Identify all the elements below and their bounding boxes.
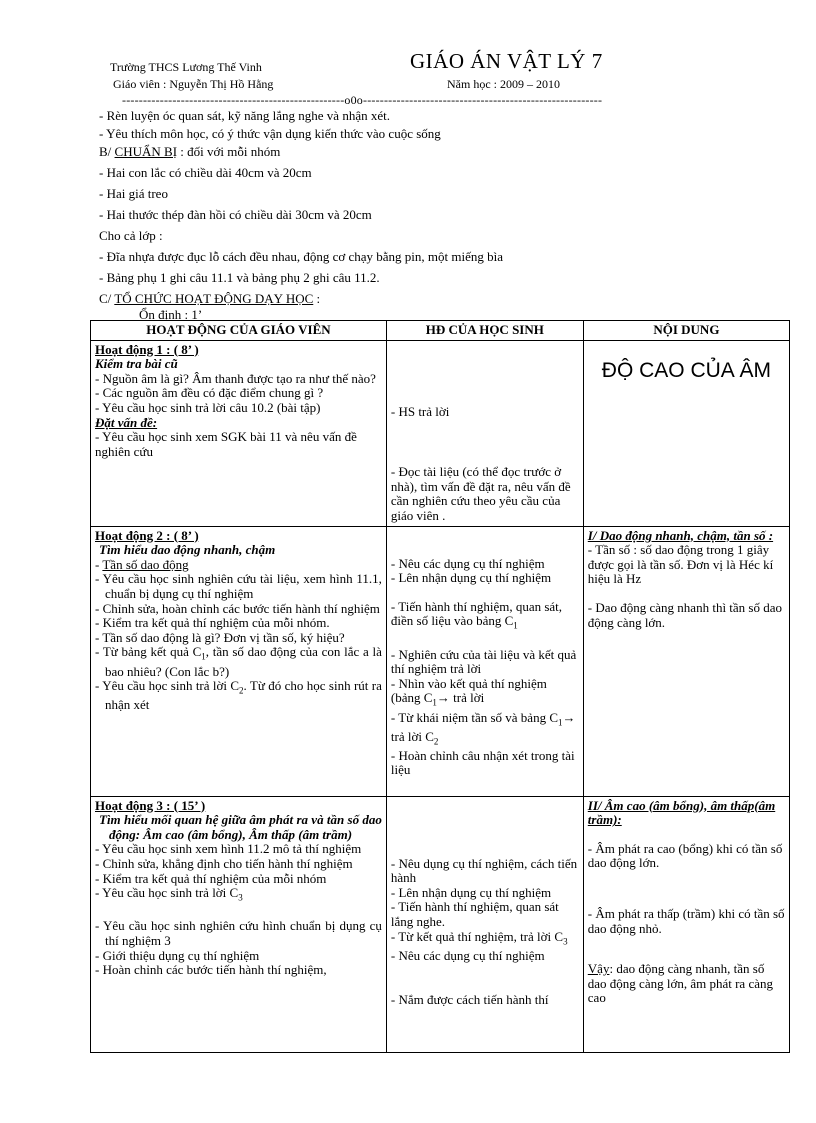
- act3-gv-item: - Kiểm tra kết quả thí nghiệm của mỗi nhóm: [95, 870, 327, 886]
- header-student: HĐ CỦA HỌC SINH: [386, 321, 583, 341]
- prep-heading-text: CHUẨN BỊ: [114, 144, 178, 159]
- act3-gv-item: - Giới thiệu dụng cụ thí nghiệm: [95, 947, 260, 963]
- conclusion-text: : dao động càng nhanh, tần số dao động càng lớn, âm phát ra càng cao: [587, 961, 773, 1006]
- act2-hs-item: - Nhìn vào kết quả thí nghiệm (bảng $C_1\to$ trả lời: [390, 675, 547, 708]
- act3-nd-item: - Âm phát ra cao (bổng) khi có tần số dao động lớn.: [587, 840, 783, 871]
- org-prefix: C/: [99, 291, 115, 306]
- header-teacher: HOẠT ĐỘNG CỦA GIÁO VIÊN: [91, 321, 387, 341]
- act3-teacher: [91, 796, 387, 1052]
- skill-line-1: - Rèn luyện óc quan sát, kỹ năng lắng nghe và nhận xét.: [99, 108, 390, 123]
- act3-hs-item: - Nêu các dụng cụ thí nghiệm: [390, 947, 545, 963]
- act1-student: [386, 340, 583, 526]
- act1-title: Hoạt động 1 : ( 8’ ): [95, 341, 199, 357]
- act2-hs-item: - Từ khái niệm tần số và bảng $C_1\to$ trả lời $C_2$: [390, 709, 576, 747]
- act2-nd-title: I/ Dao động nhanh, chậm, tần số :: [587, 527, 774, 543]
- group-item: - Hai giá treo: [99, 186, 168, 201]
- act3-gv-item: - Chỉnh sửa, khẳng định cho tiến hành thí nghiệm: [95, 855, 353, 871]
- act2-hs-item: - Lên nhận dụng cụ thí nghiệm: [390, 570, 552, 586]
- group-item: - Hai con lắc có chiều dài 40cm và 20cm: [99, 165, 312, 180]
- skill-line-2: - Yêu thích môn học, có ý thức vận dụng kiến thức vào cuộc sống: [99, 126, 441, 141]
- act2-gv-item: - Yêu cầu học sinh nghiên cứu tài liệu, xem hình 11.1, chuẩn bị dụng cụ thí nghiệm: [95, 571, 382, 601]
- table-header-row: [91, 321, 790, 341]
- group-item: - Hai thước thép đàn hồi có chiều dài 30cm và 20cm: [99, 207, 372, 222]
- act3-hs-item: - Từ kết quả thí nghiệm, trả lời $C_3$: [390, 928, 568, 947]
- act2-content: [583, 526, 789, 796]
- act1-teacher: [91, 340, 387, 526]
- act2-sub: Tìm hiểu dao động nhanh, chậm: [99, 542, 276, 558]
- conclusion-label: Vậy: [587, 961, 610, 977]
- page-title: GIÁO ÁN VẬT LÝ 7: [410, 49, 603, 73]
- act3-content: [583, 796, 789, 1052]
- act2-hs-item: - Nghiên cứu của tài liệu và kết quả thí nghiệm trả lời: [390, 646, 577, 677]
- act2-teacher: [91, 526, 387, 796]
- school-year: Năm học : 2009 – 2010: [447, 77, 560, 91]
- act2-hs-item: - Tiến hành thí nghiệm, quan sát, điền số liệu vào bảng $C_1$: [390, 598, 563, 631]
- table-row: [91, 526, 790, 796]
- act3-gv-item: - Hoàn chỉnh các bước tiến hành thí nghiệm,: [95, 962, 327, 978]
- act3-hs-item: - Tiến hành thí nghiệm, quan sát lắng nghe.: [390, 899, 559, 929]
- act2-gv-item: - Chỉnh sửa, hoàn chỉnh các bước tiến hành thí nghiệm: [95, 600, 380, 616]
- act3-gv-item: - Yêu cầu học sinh xem hình 11.2 mô tả thí nghiệm: [95, 841, 362, 857]
- act2-sub2-line: - Tần số dao động: [95, 556, 189, 572]
- act3-hs-item: - Lên nhận dụng cụ thí nghiệm: [390, 884, 552, 900]
- act1-sub2: Đặt vấn đề:: [95, 414, 158, 430]
- act2-title: Hoạt động 2 : ( 8’ ): [95, 527, 199, 543]
- class-item: - Bảng phụ 1 ghi câu 11.1 và bảng phụ 2 ghi câu 11.2.: [99, 270, 380, 285]
- act3-gv-item: - Yêu cầu học sinh nghiên cứu hình chuẩn bị dụng cụ thí nghiệm 3: [95, 918, 382, 948]
- act2-gv-item: - Kiểm tra kết quả thí nghiệm của mỗi nhóm.: [95, 615, 330, 631]
- act3-nd-item: - Âm phát ra thấp (trầm) khi có tần số dao động nhỏ.: [587, 905, 785, 936]
- act2-nd-item: - Dao động càng nhanh thì tần số dao động càng lớn.: [587, 599, 783, 630]
- act2-gv-item: - Tần số dao động là gì? Đơn vị tần số, ký hiệu?: [95, 629, 345, 645]
- act1-sub: Kiểm tra bài cũ: [95, 356, 178, 372]
- lesson-title: ĐỘ CAO CỦA ÂM: [601, 358, 771, 382]
- act1-gv-item: - Nguồn âm là gì? Âm thanh được tạo ra như thế nào?: [95, 370, 376, 386]
- act2-sub2: Tần số dao động: [102, 556, 189, 572]
- table-row: [91, 796, 790, 1052]
- act1-hs2: - Đọc tài liệu (có thể đọc trước ở nhà), tìm vấn đề đặt ra, nêu vấn đề cần nghiên cứu theo yêu cầu của giáo viên .: [390, 464, 571, 523]
- table-row: [91, 340, 790, 526]
- act3-gv-item: - Yêu cầu học sinh trả lời $C_3$: [95, 885, 243, 903]
- header-content: NỘI DUNG: [583, 321, 789, 341]
- act2-gv-item: - Yêu cầu học sinh trả lời $C_2$. Từ đó cho học sinh rút ra nhận xét: [95, 678, 382, 713]
- act3-title: Hoạt động 3 : ( 15’ ): [95, 797, 206, 813]
- org-heading-text: TỔ CHỨC HOẠT ĐỘNG DẠY HỌC: [114, 291, 314, 306]
- org-heading: [99, 291, 320, 307]
- act3-hs-item: - Nắm được cách tiến hành thí: [390, 992, 549, 1008]
- act1-gv2: - Yêu cầu học sinh xem SGK bài 11 và nêu vấn đề nghiên cứu: [95, 429, 357, 459]
- prep-heading: [99, 144, 280, 160]
- act2-hs-item: - Hoàn chỉnh câu nhận xét trong tài liệu: [390, 747, 575, 778]
- school-name: Trường THCS Lương Thế Vinh: [110, 60, 262, 74]
- act1-hs1: - HS trả lời: [390, 403, 450, 419]
- act1-content: [583, 340, 789, 526]
- act1-gv-item: - Các nguồn âm đều có đặc điểm chung gì ?: [95, 385, 324, 401]
- header-divider: -----------------------------------------------------o0o---------------------------------------------------------: [122, 93, 603, 107]
- act3-student: [386, 796, 583, 1052]
- act2-nd-item: - Tần số : số dao động trong 1 giây được gọi là tần số. Đơn vị là Héc kí hiệu là Hz: [587, 542, 774, 587]
- stabilize-line: Ổn định : 1’: [139, 307, 203, 322]
- act2-gv-item: - Từ bảng kết quả $C_1$, tần số dao động của con lắc a là bao nhiêu? (Con lắc b?): [95, 644, 382, 679]
- act3-conclusion: [588, 962, 785, 1006]
- act1-gv-item: - Yêu cầu học sinh trả lời câu 10.2 (bài tập): [95, 399, 321, 415]
- lesson-table: [90, 320, 790, 1053]
- act3-sub: Tìm hiểu mối quan hệ giữa âm phát ra và tần số dao động: Âm cao (âm bổng), Âm thấp (âm trầm): [99, 812, 382, 842]
- org-suffix: :: [313, 291, 321, 306]
- class-item: - Đĩa nhựa được đục lỗ cách đều nhau, động cơ chạy bằng pin, một miếng bìa: [99, 249, 504, 264]
- class-label: Cho cả lớp :: [99, 228, 163, 243]
- teacher-name: Giáo viên : Nguyễn Thị Hồ Hằng: [113, 77, 274, 91]
- act3-hs-item: - Nêu dụng cụ thí nghiệm, cách tiến hành: [390, 855, 578, 886]
- act3-nd-title: II/ Âm cao (âm bổng), âm thấp(âm trầm):: [587, 797, 776, 828]
- act2-hs-item: - Nêu các dụng cụ thí nghiệm: [390, 555, 545, 571]
- prep-prefix: B/: [99, 144, 115, 159]
- act2-student: [386, 526, 583, 796]
- prep-suffix: : đối với mỗi nhóm: [177, 144, 281, 159]
